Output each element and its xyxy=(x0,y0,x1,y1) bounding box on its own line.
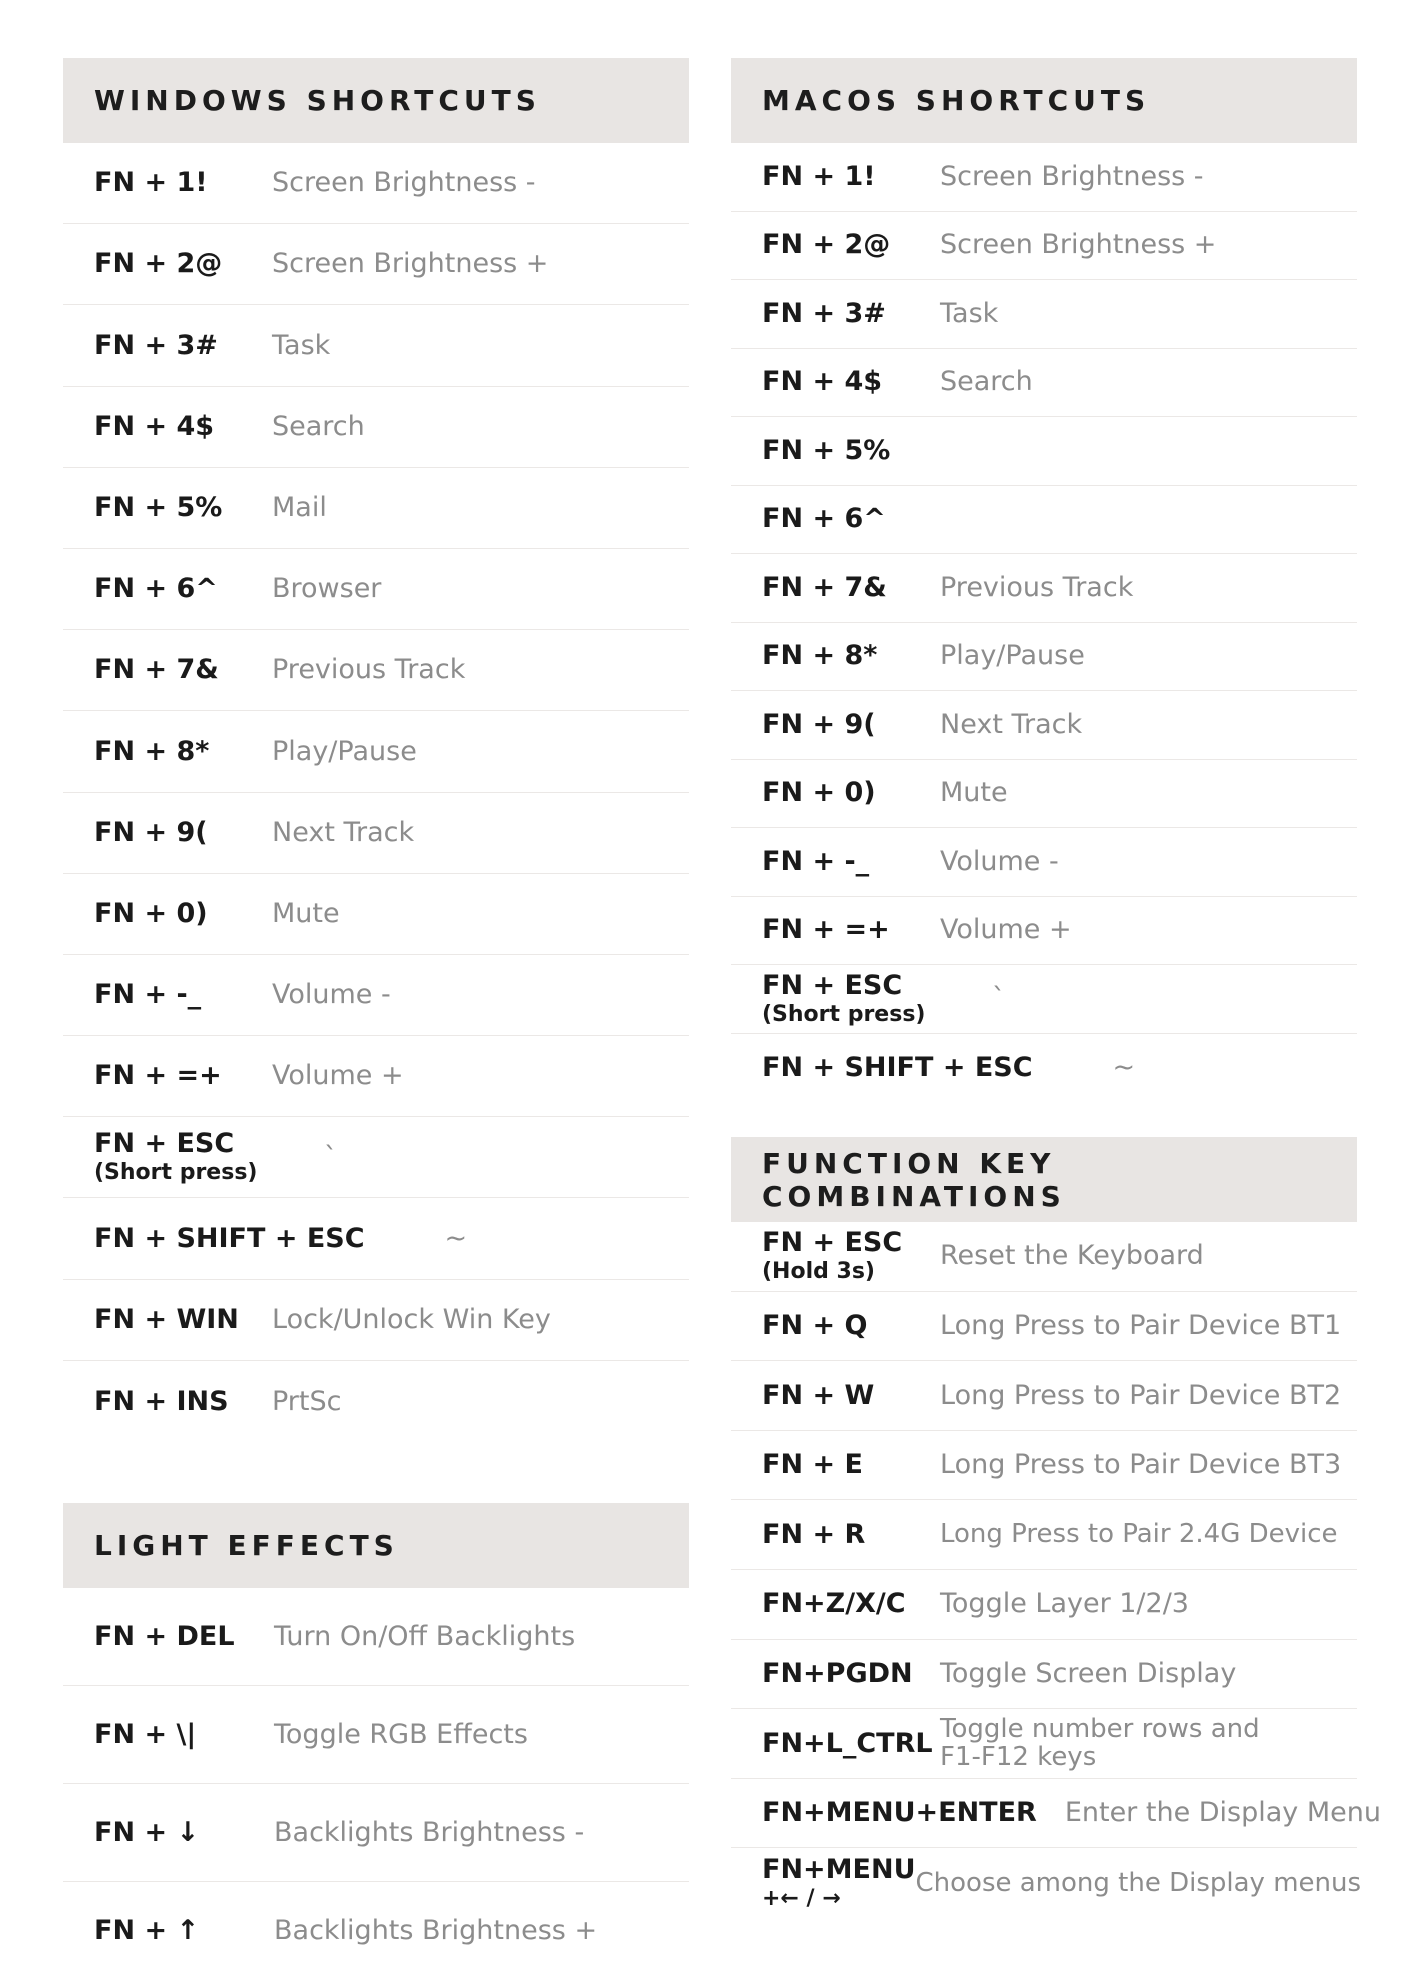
shortcut-row xyxy=(63,1036,689,1117)
shortcut-row xyxy=(731,1500,1357,1570)
shortcut-key xyxy=(762,1589,940,1619)
shortcut-description: Browser xyxy=(272,573,382,605)
shortcut-row xyxy=(63,1117,689,1198)
shortcut-row xyxy=(63,1588,689,1686)
macos-shortcuts-section xyxy=(731,58,1357,1102)
section-title: FUNCTION KEY COMBINATIONS xyxy=(731,1137,1357,1222)
shortcut-row xyxy=(731,691,1357,760)
shortcut-row xyxy=(731,1779,1381,1849)
shortcut-key xyxy=(94,249,272,279)
shortcut-row xyxy=(731,1848,1362,1918)
shortcut-description: Toggle Layer 1/2/3 xyxy=(940,1588,1189,1620)
shortcut-key-label: FN + 0) xyxy=(94,897,208,929)
shortcut-description: Play/Pause xyxy=(272,735,417,767)
shortcut-description: Long Press to Pair 2.4G Device xyxy=(940,1519,1338,1550)
right-column xyxy=(731,58,1381,1918)
shortcut-description: Screen Brightness - xyxy=(272,167,536,199)
shortcut-key xyxy=(94,1224,365,1254)
shortcut-description: PrtSc xyxy=(272,1385,342,1417)
shortcut-key xyxy=(94,1061,272,1091)
shortcut-key-label: FN + 6^ xyxy=(94,573,218,605)
shortcut-description: Mail xyxy=(272,492,327,523)
shortcut-description: Volume + xyxy=(272,1060,404,1092)
shortcut-key-label: FN+PGDN xyxy=(762,1658,913,1690)
shortcut-key-label: FN + 8* xyxy=(762,640,878,672)
shortcut-row xyxy=(63,468,689,549)
shortcut-description: Toggle number rows and F1-F12 keys xyxy=(940,1713,1260,1773)
shortcut-description: Long Press to Pair Device BT1 xyxy=(940,1310,1342,1342)
shortcut-key xyxy=(94,980,272,1010)
shortcut-row xyxy=(731,212,1357,281)
section-title: WINDOWS SHORTCUTS xyxy=(63,58,689,143)
shortcut-description: Backlights Brightness - xyxy=(274,1816,585,1848)
shortcut-key-label: FN + Q xyxy=(762,1310,868,1342)
shortcut-key-label: FN + ESC xyxy=(762,969,903,1001)
shortcut-key-label: FN + =+ xyxy=(94,1060,222,1092)
shortcut-key-label: FN + 5% xyxy=(94,492,223,523)
shortcut-key xyxy=(762,1855,916,1911)
shortcut-key xyxy=(94,1916,274,1946)
shortcut-row xyxy=(63,711,689,792)
shortcut-key-label: FN + 9( xyxy=(94,816,208,848)
shortcut-description: Previous Track xyxy=(940,571,1134,603)
shortcut-description: Search xyxy=(940,366,1033,398)
shortcut-key xyxy=(762,1520,940,1550)
shortcut-key xyxy=(762,573,940,603)
shortcut-key-label: FN + ESC xyxy=(762,1227,903,1259)
shortcut-key xyxy=(94,331,272,361)
shortcut-key xyxy=(762,436,940,466)
shortcut-description: ` xyxy=(992,982,1006,1014)
shortcut-key-label: FN + E xyxy=(762,1449,863,1481)
shortcut-key-label: FN + 2@ xyxy=(762,229,891,261)
shortcut-key-label: FN + ESC xyxy=(94,1128,235,1160)
shortcut-key xyxy=(762,778,940,808)
shortcut-key-label: FN + INS xyxy=(94,1385,229,1417)
shortcut-key xyxy=(94,1622,274,1652)
shortcut-key-label: FN+MENU+ENTER xyxy=(762,1797,1037,1829)
shortcut-key xyxy=(762,847,940,877)
shortcut-description: Screen Brightness + xyxy=(940,229,1217,261)
shortcut-key xyxy=(762,1659,940,1689)
shortcut-key-label: FN + 3# xyxy=(762,297,886,329)
shortcut-key-label: FN + 6^ xyxy=(762,503,886,535)
shortcut-description: Long Press to Pair Device BT3 xyxy=(940,1449,1342,1481)
shortcut-row xyxy=(731,486,1357,555)
shortcut-row xyxy=(731,1222,1357,1292)
shortcut-key-label: FN + 4$ xyxy=(762,366,883,398)
shortcut-row xyxy=(731,1640,1357,1710)
shortcut-key xyxy=(762,230,940,260)
shortcut-key xyxy=(94,899,272,929)
shortcut-key-note: (Short press) xyxy=(94,1160,258,1186)
shortcut-row xyxy=(731,1570,1357,1640)
shortcut-key xyxy=(762,710,940,740)
shortcut-key xyxy=(762,1798,1037,1828)
shortcut-key xyxy=(762,1729,940,1759)
shortcut-key-label: FN + 7& xyxy=(762,571,887,603)
shortcut-key-label: FN + ↑ xyxy=(94,1915,200,1947)
shortcut-key xyxy=(94,818,272,848)
shortcut-row xyxy=(63,874,689,955)
shortcut-description: Turn On/Off Backlights xyxy=(274,1620,576,1652)
shortcut-key-label: FN + 5% xyxy=(762,434,891,466)
shortcut-key-note: (Short press) xyxy=(762,1001,926,1027)
left-column xyxy=(63,58,689,1980)
shortcut-key xyxy=(762,1053,1033,1083)
shortcut-description: Play/Pause xyxy=(940,640,1085,672)
shortcut-key xyxy=(762,504,940,534)
shortcut-description: Choose among the Display menus xyxy=(915,1867,1362,1898)
shortcut-key xyxy=(762,1381,940,1411)
shortcut-description: Next Track xyxy=(940,708,1083,740)
shortcut-row xyxy=(63,793,689,874)
shortcut-row xyxy=(63,1280,689,1361)
shortcut-description: ` xyxy=(324,1141,338,1173)
shortcut-key-label: FN + 1! xyxy=(94,167,208,199)
shortcut-key-label: FN + ↓ xyxy=(94,1816,200,1848)
shortcut-description: Mute xyxy=(940,777,1008,809)
shortcut-key-label: FN+L_CTRL xyxy=(762,1727,933,1759)
shortcut-description: Toggle Screen Display xyxy=(940,1658,1237,1690)
shortcut-row xyxy=(63,1882,689,1980)
shortcut-key-note: +← / → xyxy=(762,1885,841,1911)
shortcut-row xyxy=(731,623,1357,692)
shortcut-key-label: FN+Z/X/C xyxy=(762,1588,906,1620)
shortcut-row xyxy=(63,549,689,630)
shortcut-description: Previous Track xyxy=(272,654,466,686)
shortcut-row xyxy=(63,305,689,386)
shortcut-row xyxy=(731,554,1357,623)
shortcut-key xyxy=(94,574,272,604)
shortcut-key-label: FN + 3# xyxy=(94,329,218,361)
shortcut-key xyxy=(94,1129,272,1185)
shortcut-key xyxy=(762,1311,940,1341)
section-title: MACOS SHORTCUTS xyxy=(731,58,1357,143)
shortcut-description: Next Track xyxy=(272,816,415,848)
shortcut-description: Backlights Brightness + xyxy=(274,1915,598,1947)
shortcut-description: Screen Brightness - xyxy=(940,160,1204,192)
shortcut-row xyxy=(63,955,689,1036)
shortcut-key-label: FN + 1! xyxy=(762,160,876,192)
shortcut-description: Task xyxy=(272,329,331,361)
shortcut-key xyxy=(94,1818,274,1848)
shortcut-row xyxy=(731,280,1357,349)
shortcut-description: Volume - xyxy=(272,979,391,1011)
shortcut-key-label: FN + SHIFT + ESC xyxy=(762,1051,1033,1083)
shortcut-description: Screen Brightness + xyxy=(272,248,549,280)
shortcut-key xyxy=(762,641,940,671)
shortcut-description: ~ xyxy=(1112,1051,1136,1083)
shortcut-description: Enter the Display Menu xyxy=(1064,1797,1381,1829)
shortcut-key-label: FN + 4$ xyxy=(94,410,215,442)
shortcut-key xyxy=(94,1720,274,1750)
shortcut-key xyxy=(762,1228,940,1284)
light-effects-section xyxy=(63,1503,689,1980)
shortcut-description: Reset the Keyboard xyxy=(940,1240,1204,1272)
shortcut-key xyxy=(762,915,940,945)
shortcut-key xyxy=(94,655,272,685)
shortcut-description: Volume - xyxy=(940,845,1059,877)
shortcut-row xyxy=(63,1198,689,1279)
shortcut-row xyxy=(63,224,689,305)
shortcut-description: Toggle RGB Effects xyxy=(274,1718,528,1750)
shortcut-row xyxy=(63,1686,689,1784)
shortcut-key-label: FN + R xyxy=(762,1518,866,1550)
section-title: LIGHT EFFECTS xyxy=(63,1503,689,1588)
shortcut-row xyxy=(63,1784,689,1882)
shortcut-row xyxy=(731,1292,1357,1362)
shortcut-key xyxy=(762,162,940,192)
shortcut-row xyxy=(731,1361,1357,1431)
shortcut-description: Lock/Unlock Win Key xyxy=(272,1303,551,1335)
shortcut-row xyxy=(731,897,1357,966)
shortcut-key-label: FN+MENU xyxy=(762,1854,916,1886)
shortcut-row xyxy=(731,1034,1357,1103)
shortcut-row xyxy=(63,143,689,224)
shortcut-key-label: FN + 9( xyxy=(762,708,876,740)
shortcut-row xyxy=(731,143,1357,212)
shortcut-row xyxy=(731,965,1357,1034)
shortcut-row xyxy=(731,1709,1357,1779)
shortcut-key-label: FN + 7& xyxy=(94,654,219,686)
shortcut-description: Mute xyxy=(272,897,340,929)
shortcut-row xyxy=(63,1361,689,1442)
shortcut-key-label: FN + 0) xyxy=(762,777,876,809)
shortcut-key-label: FN + 8* xyxy=(94,735,210,767)
shortcut-key-label: FN + -_ xyxy=(94,979,202,1011)
shortcut-key-label: FN + W xyxy=(762,1379,875,1411)
shortcut-key xyxy=(762,367,940,397)
shortcut-key xyxy=(762,971,940,1027)
shortcut-key xyxy=(94,737,272,767)
shortcut-row xyxy=(731,828,1357,897)
shortcut-key-label: FN + WIN xyxy=(94,1303,239,1335)
shortcut-key-label: FN + DEL xyxy=(94,1620,235,1652)
shortcut-key-label: FN + =+ xyxy=(762,914,890,946)
shortcut-key-label: FN + -_ xyxy=(762,845,870,877)
shortcut-key-label: FN + SHIFT + ESC xyxy=(94,1222,365,1254)
shortcut-key-label: FN + 2@ xyxy=(94,248,223,280)
shortcut-key xyxy=(94,1305,272,1335)
shortcut-row xyxy=(731,349,1357,418)
shortcut-key xyxy=(762,299,940,329)
shortcut-key xyxy=(762,1450,940,1480)
shortcut-key-label: FN + \| xyxy=(94,1718,197,1750)
shortcut-row xyxy=(63,387,689,468)
shortcut-row xyxy=(731,1431,1357,1501)
shortcut-description: Volume + xyxy=(940,914,1072,946)
shortcut-key xyxy=(94,168,272,198)
shortcut-row xyxy=(731,760,1357,829)
windows-shortcuts-section xyxy=(63,58,689,1442)
shortcut-description: ~ xyxy=(444,1222,468,1254)
shortcut-description: Long Press to Pair Device BT2 xyxy=(940,1379,1342,1411)
shortcut-description: Task xyxy=(940,297,999,329)
function-key-combinations-section xyxy=(731,1137,1381,1918)
shortcut-key xyxy=(94,1387,272,1417)
shortcut-key xyxy=(94,493,272,523)
shortcut-key xyxy=(94,412,272,442)
shortcut-key-note: (Hold 3s) xyxy=(762,1259,875,1285)
shortcut-row xyxy=(731,417,1357,486)
shortcut-row xyxy=(63,630,689,711)
shortcut-description: Search xyxy=(272,410,365,442)
